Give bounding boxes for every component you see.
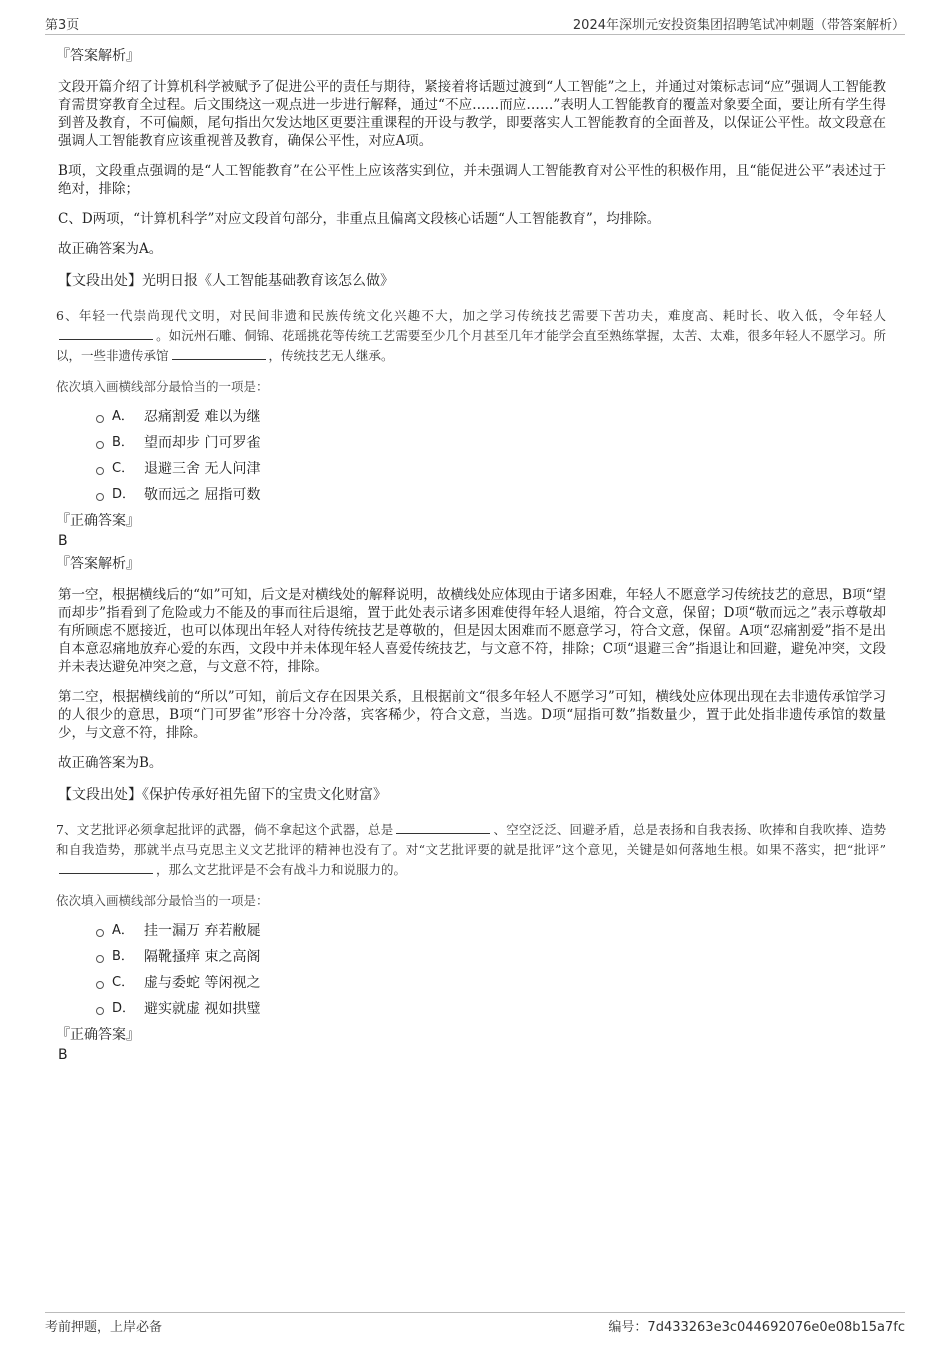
analysis-heading: 『答案解析』 [56, 48, 140, 64]
option-b[interactable]: B． 隔靴搔痒 束之高阁 [96, 948, 886, 966]
analysis-paragraph: C、D两项，“计算机科学”对应文段首句部分，非重点且偏离文段核心话题“人工智能教育”，均排除。 [58, 211, 661, 227]
correct-answer-value: B [58, 1047, 68, 1063]
radio-icon[interactable] [96, 415, 104, 423]
option-c[interactable]: C． 虚与委蛇 等闲视之 [96, 974, 886, 992]
radio-icon[interactable] [96, 493, 104, 501]
option-a[interactable]: A． 忍痛割爱 难以为继 [96, 408, 886, 426]
radio-icon[interactable] [96, 929, 104, 937]
document-title: 2024年深圳元安投资集团招聘笔试冲刺题（带答案解析） [572, 18, 905, 33]
page-header [45, 14, 905, 35]
fill-blank [59, 327, 153, 340]
radio-icon[interactable] [96, 467, 104, 475]
fill-blank [59, 861, 153, 874]
option-d[interactable]: D． 敬而远之 屈指可数 [96, 486, 886, 504]
radio-icon[interactable] [96, 955, 104, 963]
question-instruction: 依次填入画横线部分最恰当的一项是： [56, 379, 269, 394]
option-c[interactable]: C． 退避三舍 无人问津 [96, 460, 886, 478]
fill-blank [172, 347, 266, 360]
serial-number: 编号：7d433263e3c044692076e0e08b15a7fc [608, 1320, 905, 1335]
correct-answer-value: B [58, 533, 68, 549]
question-instruction: 依次填入画横线部分最恰当的一项是： [56, 893, 269, 908]
option-a[interactable]: A． 挂一漏万 弃若敝屣 [96, 922, 886, 940]
footer-motto: 考前押题，上岸必备 [45, 1320, 163, 1335]
analysis-heading: 『答案解析』 [56, 556, 140, 572]
passage-source: 【文段出处】光明日报《人工智能基础教育该怎么做》 [58, 273, 394, 289]
page-footer [45, 1312, 905, 1337]
question-7-options [96, 922, 886, 1018]
question-7-stem: 7、文艺批评必须拿起批评的武器，倘不拿起这个武器，总是 、空空泛泛、回避矛盾，总是表扬和自我表扬、吹捧和自我吹捧、造势和自我造势，那就半点马克思主义文艺批评的精神也没有了。对“文艺批评要的就是批评”这个意见，关键是如何落地生根。如果不落实，把“批评”，那么文艺批评是不会有战斗力和说服力的。 [56, 822, 886, 877]
answer-conclusion: 故正确答案为B。 [58, 755, 163, 771]
page-content [56, 46, 886, 1068]
analysis-paragraph: B项，文段重点强调的是“人工智能教育”在公平性上应该落实到位，并未强调人工智能教育对公平性的积极作用，且“能促进公平”表述过于绝对，排除； [58, 163, 886, 197]
analysis-paragraph: 文段开篇介绍了计算机科学被赋予了促进公平的责任与期待，紧接着将话题过渡到“人工智能”之上，并通过对策标志词“应”强调人工智能教育需贯穿教育全过程。后文围绕这一观点进一步进行解释，通过“不应……而应……”表明人工智能教育的覆盖对象要全面，要让所有学生得到普及教育，不可偏颇，尾句指出欠发达地区更要注重课程的开设与教学，即要落实人工智能教育的全面普及，以保证公平性。故文段意在强调人工智能教育应该重视普及教育，确保公平性，对应A项。 [58, 79, 886, 149]
analysis-paragraph: 第一空，根据横线后的“如”可知，后文是对横线处的解释说明，故横线处应体现由于诸多困难，年轻人不愿意学习传统技艺的意思，B项“望而却步”指看到了危险或力不能及的事而往后退缩，置于此处表示诸多困难使得年轻人退缩，符合文意，保留；D项“敬而远之”表示尊敬却有所顾虑不愿接近，也可以体现出年轻人对待传统技艺是尊敬的，但是因太困难而不愿意学习，符合文意，保留。A项“忍痛割爱”指不是出自本意忍痛地放弃心爱的东西，文段中并未体现年轻人喜爱传统技艺，与文意不符，排除；C项“退避三舍”指退让和回避，避免冲突，文段并未表达避免冲突之意，与文意不符，排除。 [58, 587, 886, 675]
radio-icon[interactable] [96, 441, 104, 449]
passage-source: 【文段出处】《保护传承好祖先留下的宝贵文化财富》 [58, 787, 387, 803]
correct-answer-heading: 『正确答案』 [56, 1027, 140, 1043]
correct-answer-heading: 『正确答案』 [56, 513, 140, 529]
page-number: 第3页 [45, 18, 80, 33]
radio-icon[interactable] [96, 981, 104, 989]
option-d[interactable]: D． 避实就虚 视如拱璧 [96, 1000, 886, 1018]
option-b[interactable]: B． 望而却步 门可罗雀 [96, 434, 886, 452]
question-6-options [96, 408, 886, 504]
analysis-paragraph: 第二空，根据横线前的“所以”可知，前后文存在因果关系，且根据前文“很多年轻人不愿学习”可知，横线处应体现出现在去非遗传承馆学习的人很少的意思，B项“门可罗雀”形容十分冷落，宾客稀少，符合文意，当选。D项“屈指可数”指数量少，置于此处指非遗传承馆的数量少，与文意不符，排除。 [58, 689, 886, 741]
answer-conclusion: 故正确答案为A。 [58, 241, 163, 257]
question-6-stem: 6、年轻一代崇尚现代文明，对民间非遗和民族传统文化兴趣不大，加之学习传统技艺需要下苦功夫，难度高、耗时长、收入低，令年轻人。如沅州石雕、侗锦、花瑶挑花等传统工艺需要至少几个月甚至几年才能学会直至熟练掌握，太苦、太难，很多年轻人不愿学习。所以，一些非遗传承馆 ，传统技艺无人继承。 [56, 308, 886, 363]
fill-blank [396, 821, 490, 834]
radio-icon[interactable] [96, 1007, 104, 1015]
